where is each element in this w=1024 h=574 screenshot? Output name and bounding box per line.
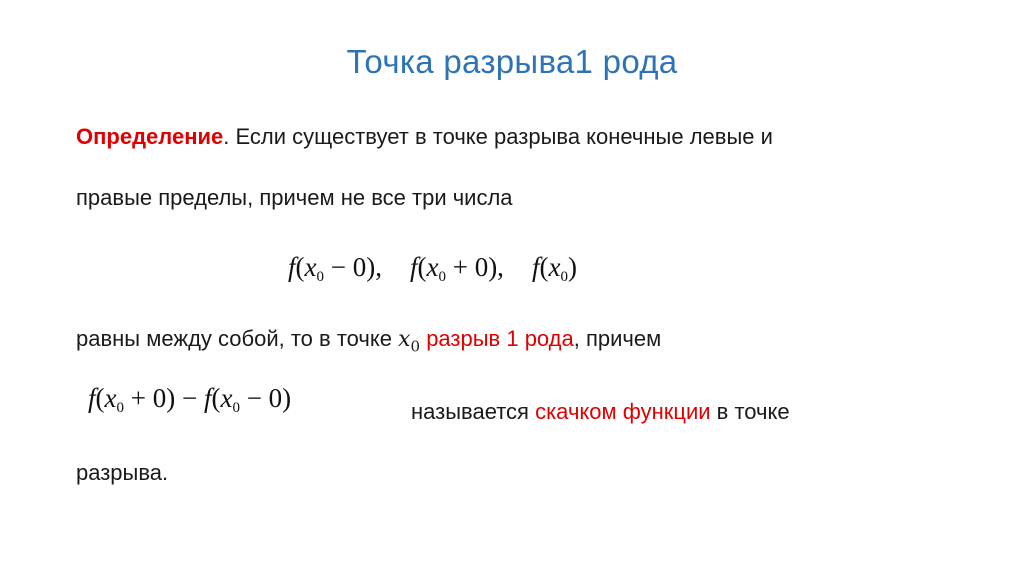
definition-text-1: . Если существует в точке разрыва конечные левые и (223, 124, 773, 149)
formula-left-limit: $f(x_0 - 0)$, (288, 252, 382, 285)
equal-line-ending: , причем (573, 326, 662, 351)
jump-term-highlight: скачком функции (535, 399, 711, 424)
jump-formula: $f(x_0 + 0) - f(x_0 - 0)$ (88, 383, 292, 416)
equal-line (76, 325, 661, 360)
slide-title: Точка разрыва1 рода (346, 43, 678, 80)
definition-line-2: правые пределы, причем не все три числа (76, 185, 513, 210)
jump-definition-text: называется скачком функции в точке (411, 399, 790, 424)
discontinuity-type-highlight: разрыв 1 рода (426, 326, 574, 351)
last-line: разрыва. (76, 460, 169, 485)
three-numbers-formula (288, 252, 577, 283)
definition-line-1 (76, 123, 773, 151)
formula-point-value: $f(x_0)$ (531, 252, 577, 285)
definition-term: Определение (76, 124, 224, 149)
point-variable: $x_0$ (398, 327, 421, 356)
equal-line-text: равны между собой, то в точке (76, 326, 399, 351)
formula-right-limit: $f(x_0 + 0)$, (409, 252, 504, 285)
